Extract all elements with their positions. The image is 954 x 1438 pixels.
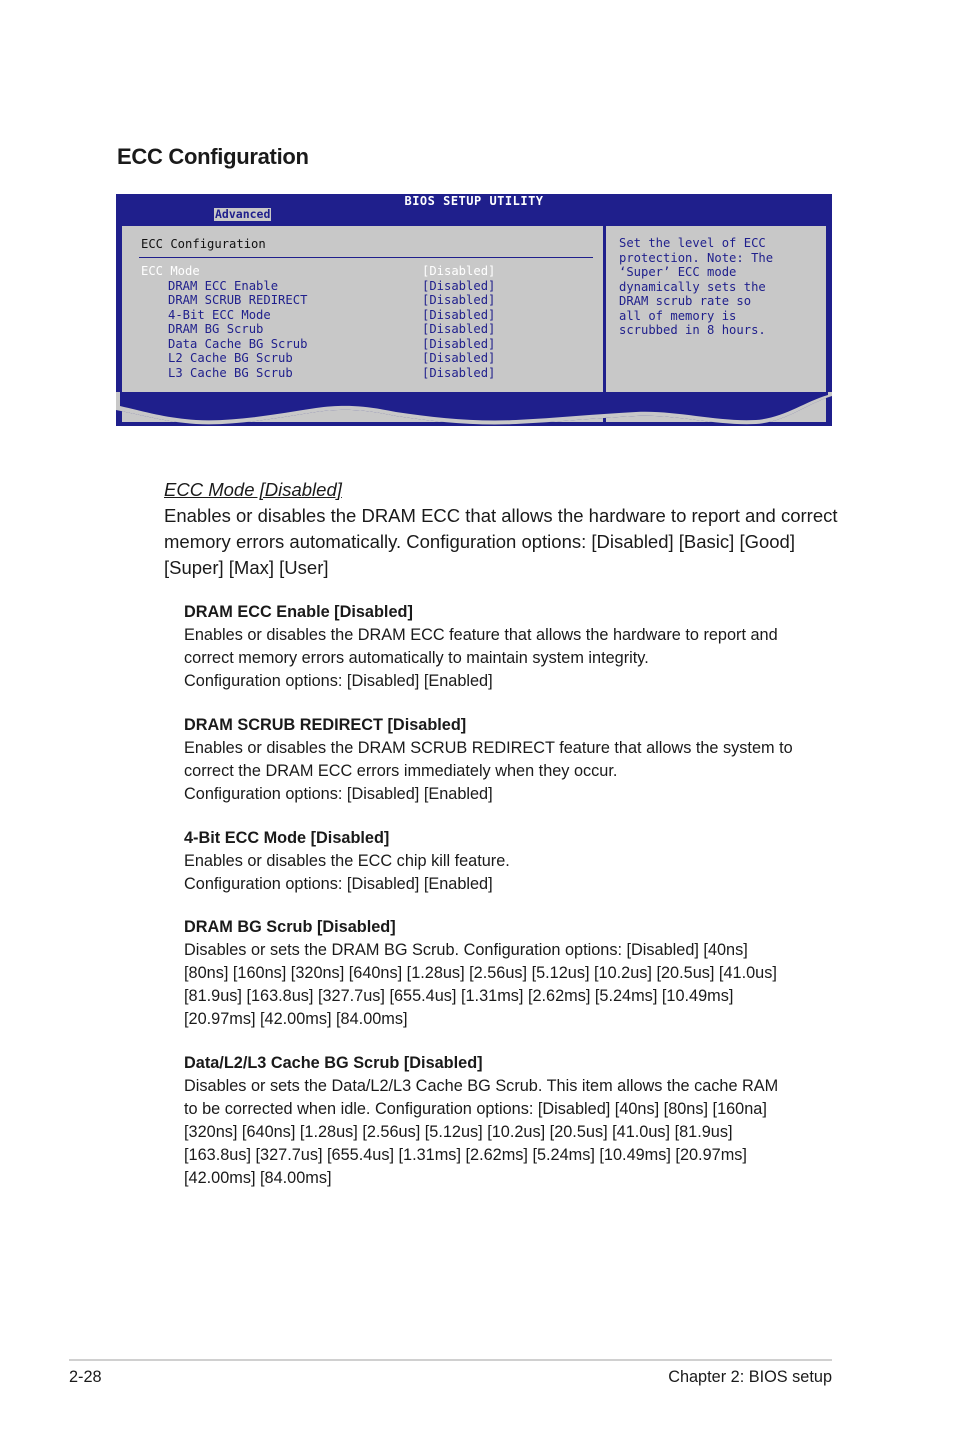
subsection-line: [20.97ms] [42.00ms] [84.00ms] xyxy=(184,1010,408,1028)
bios-item-list xyxy=(122,264,603,380)
help-line: DRAM scrub rate so xyxy=(619,294,752,308)
subsection-title: DRAM SCRUB REDIRECT [Disabled] xyxy=(184,716,467,734)
subsection xyxy=(184,714,844,806)
subsection-title: DRAM ECC Enable [Disabled] xyxy=(184,603,413,621)
subsection xyxy=(184,1052,844,1190)
subsection-line: to be corrected when idle. Configuration options: [Disabled] [40ns] [80ns] [160na] xyxy=(184,1100,767,1118)
divider xyxy=(139,257,593,258)
bios-item-label: L3 Cache BG Scrub xyxy=(168,365,293,380)
help-line: all of memory is xyxy=(619,308,737,323)
bios-menu-item[interactable] xyxy=(122,308,603,323)
subsection xyxy=(184,827,844,896)
footer-divider xyxy=(69,1359,832,1361)
subsection xyxy=(184,916,844,1031)
subsection-line: Enables or disables the DRAM SCRUB REDIRECT feature that allows the system to xyxy=(184,739,793,757)
ecc-mode-title: ECC Mode [Disabled] xyxy=(164,479,342,500)
bios-item-value: [Disabled] xyxy=(422,336,496,351)
help-line: ‘Super’ ECC mode xyxy=(619,265,737,279)
bios-menu-item[interactable] xyxy=(122,351,603,366)
subsection-title: Data/L2/L3 Cache BG Scrub [Disabled] xyxy=(184,1054,483,1072)
page-title: ECC Configuration xyxy=(117,144,309,169)
subsection-title: DRAM BG Scrub [Disabled] xyxy=(184,918,396,936)
bios-item-label: DRAM ECC Enable xyxy=(168,278,279,293)
bios-item-label: ECC Mode xyxy=(141,264,200,278)
bios-item-value: [Disabled] xyxy=(422,322,496,336)
bios-menu-item[interactable] xyxy=(122,264,603,279)
bios-item-label: DRAM SCRUB REDIRECT xyxy=(168,293,308,307)
subsection-line: Configuration options: [Disabled] [Enabled] xyxy=(184,875,493,893)
help-line: Set the level of ECC xyxy=(619,236,766,250)
bios-header xyxy=(116,194,832,222)
subsection-line: [80ns] [160ns] [320ns] [640ns] [1.28us] [2.56us] [5.12us] [10.2us] [20.5us] [41.0us] xyxy=(184,964,777,982)
subsection-line: [42.00ms] [84.00ms] xyxy=(184,1169,332,1187)
bios-item-label: L2 Cache BG Scrub xyxy=(168,351,293,365)
subsection-line: correct memory errors automatically to maintain system integrity. xyxy=(184,649,649,667)
help-line: dynamically sets the xyxy=(619,279,766,294)
page-number: 2-28 xyxy=(69,1368,102,1386)
bios-menu-item[interactable] xyxy=(122,322,603,337)
bios-item-value: [Disabled] xyxy=(422,293,496,307)
subsection-title: 4-Bit ECC Mode [Disabled] xyxy=(184,829,390,847)
subsection-line: Configuration options: [Disabled] [Enabled] xyxy=(184,672,493,690)
help-line: protection. Note: The xyxy=(619,250,774,265)
subsection-line: Configuration options: [Disabled] [Enabled] xyxy=(184,785,493,803)
tab-advanced[interactable]: Advanced xyxy=(215,207,271,221)
torn-edge xyxy=(116,392,832,428)
bios-menu-item[interactable] xyxy=(122,337,603,352)
bios-item-label: Data Cache BG Scrub xyxy=(168,336,308,351)
subsection-line: Disables or sets the DRAM BG Scrub. Configuration options: [Disabled] [40ns] xyxy=(184,941,748,959)
bios-title: BIOS SETUP UTILITY xyxy=(404,194,544,208)
bios-menu-item[interactable] xyxy=(122,293,603,308)
subsection-line: Disables or sets the Data/L2/L3 Cache BG Scrub. This item allows the cache RAM xyxy=(184,1077,779,1095)
bios-item-value: [Disabled] xyxy=(422,307,496,322)
subsection-line: Enables or disables the ECC chip kill feature. xyxy=(184,852,510,870)
bios-screenshot xyxy=(116,194,832,426)
chapter-label: Chapter 2: BIOS setup xyxy=(668,1368,832,1386)
bios-item-label: DRAM BG Scrub xyxy=(168,322,264,336)
bios-help-text xyxy=(619,236,773,338)
bios-item-value: [Disabled] xyxy=(422,264,496,278)
bios-menu-item[interactable] xyxy=(122,366,603,381)
bios-item-label: 4-Bit ECC Mode xyxy=(168,307,271,322)
subsection-line: [320ns] [640ns] [1.28us] [2.56us] [5.12us] [10.2us] [20.5us] [41.0us] [81.9us] xyxy=(184,1123,733,1141)
subsection-line: Enables or disables the DRAM ECC feature that allows the hardware to report and xyxy=(184,626,778,644)
bios-item-value: [Disabled] xyxy=(422,278,496,293)
subsection-line: [81.9us] [163.8us] [327.7us] [655.4us] [1.31ms] [2.62ms] [5.24ms] [10.49ms] xyxy=(184,987,734,1005)
help-line: scrubbed in 8 hours. xyxy=(619,323,766,337)
bios-item-value: [Disabled] xyxy=(422,351,496,365)
subsection-line: [163.8us] [327.7us] [655.4us] [1.31ms] [2.62ms] [5.24ms] [10.49ms] [20.97ms] xyxy=(184,1146,747,1164)
subsection-line: correct the DRAM ECC errors immediately when they occur. xyxy=(184,762,618,780)
bios-section-label: ECC Configuration xyxy=(141,237,266,251)
ecc-mode-description: Enables or disables the DRAM ECC that allows the hardware to report and correct memory errors automatically. Configuration options: [Disabled] [Basic] [Good] [Super] [Max] [User] xyxy=(164,505,838,578)
bios-menu-item[interactable] xyxy=(122,279,603,294)
subsection xyxy=(184,601,844,693)
bios-item-value: [Disabled] xyxy=(422,365,496,380)
